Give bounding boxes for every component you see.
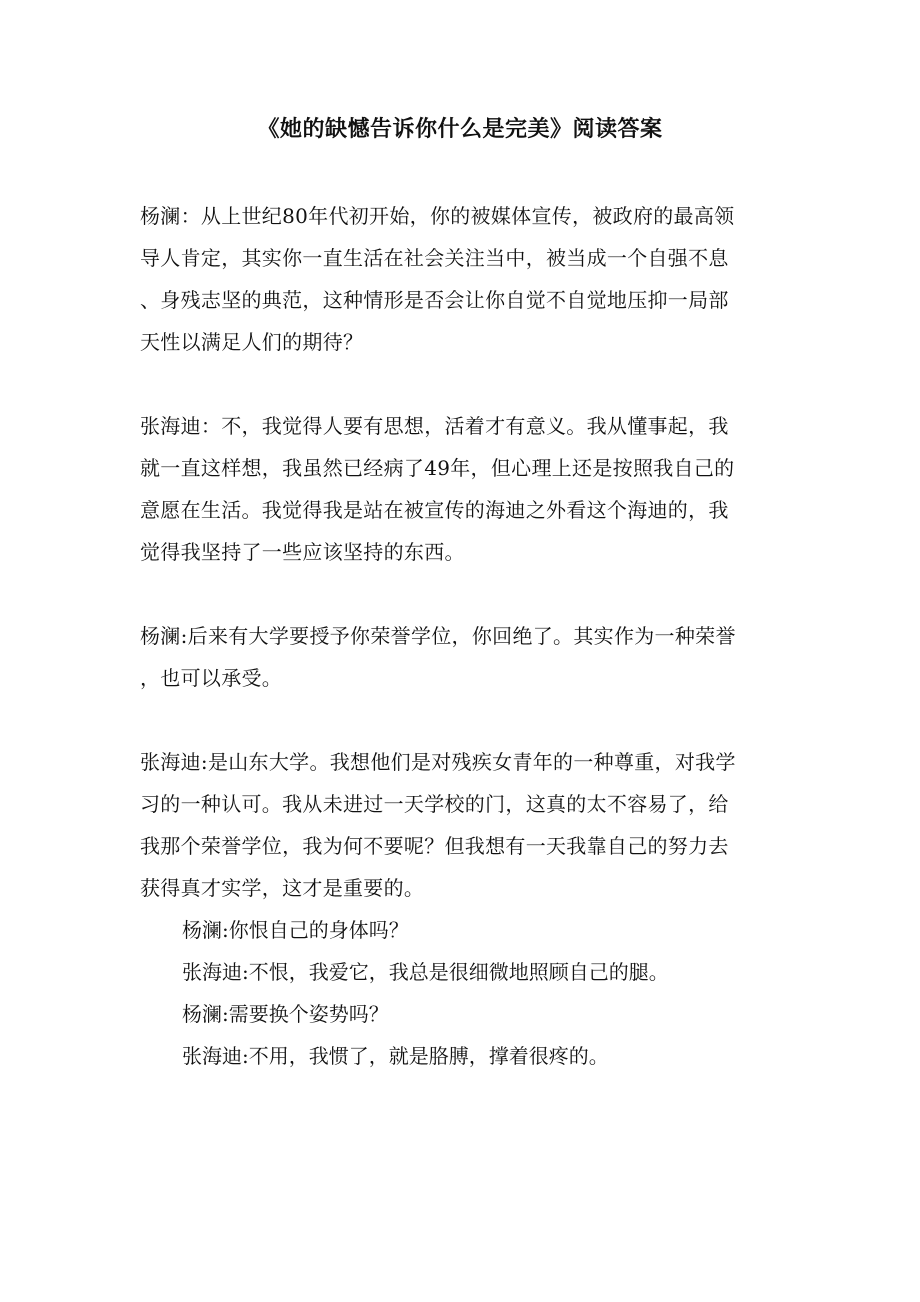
paragraph-1	[140, 195, 780, 363]
paragraph-line: 觉得我坚持了一些应该坚持的东西。	[140, 540, 465, 564]
paragraph-line: 导人肯定，其实你一直生活在社会关注当中，被当成一个自强不息	[140, 246, 729, 270]
paragraph-line: 意愿在生活。我觉得我是站在被宣传的海迪之外看这个海迪的，我	[140, 498, 729, 522]
paragraph-line: 我那个荣誉学位，我为何不要呢？但我想有一天我靠自己的努力去	[140, 834, 729, 858]
dialogue-line: 张海迪:不用，我惯了，就是胳膊，撑着很疼的。	[182, 1044, 609, 1068]
paragraph-3	[140, 615, 780, 699]
paragraph-line: 就一直这样想，我虽然已经病了49年，但心理上还是按照我自己的	[140, 456, 735, 480]
paragraph-line: ，也可以承受。	[140, 666, 283, 690]
paragraph-4	[140, 741, 780, 909]
paragraph-line: 、身残志坚的典范，这种情形是否会让你自觉不自觉地压抑一局部	[140, 288, 729, 312]
paragraph-line: 天性以满足人们的期待？	[140, 330, 364, 354]
paragraph-line: 张海迪：不，我觉得人要有思想，活着才有意义。我从懂事起，我	[140, 414, 729, 438]
dialogue-line: 杨澜:你恨自己的身体吗？	[182, 918, 409, 942]
paragraph-line: 张海迪:是山东大学。我想他们是对残疾女青年的一种尊重，对我学	[140, 750, 736, 774]
paragraph-line: 获得真才实学，这才是重要的。	[140, 876, 425, 900]
paragraph-2	[140, 405, 780, 573]
document-title: 《她的缺憾告诉你什么是完美》阅读答案	[257, 116, 663, 142]
dialogue-line: 杨澜:需要换个姿势吗？	[182, 1002, 389, 1026]
paragraph-line: 杨澜:后来有大学要授予你荣誉学位，你回绝了。其实作为一种荣誉	[140, 624, 736, 648]
paragraph-line: 杨澜：从上世纪80年代初开始，你的被媒体宣传，被政府的最高领	[140, 204, 735, 228]
dialogue-line: 张海迪:不恨，我爱它，我总是很细微地照顾自己的腿。	[182, 960, 669, 984]
dialogue-block	[182, 909, 782, 1077]
paragraph-line: 习的一种认可。我从未进过一天学校的门，这真的太不容易了，给	[140, 792, 729, 816]
